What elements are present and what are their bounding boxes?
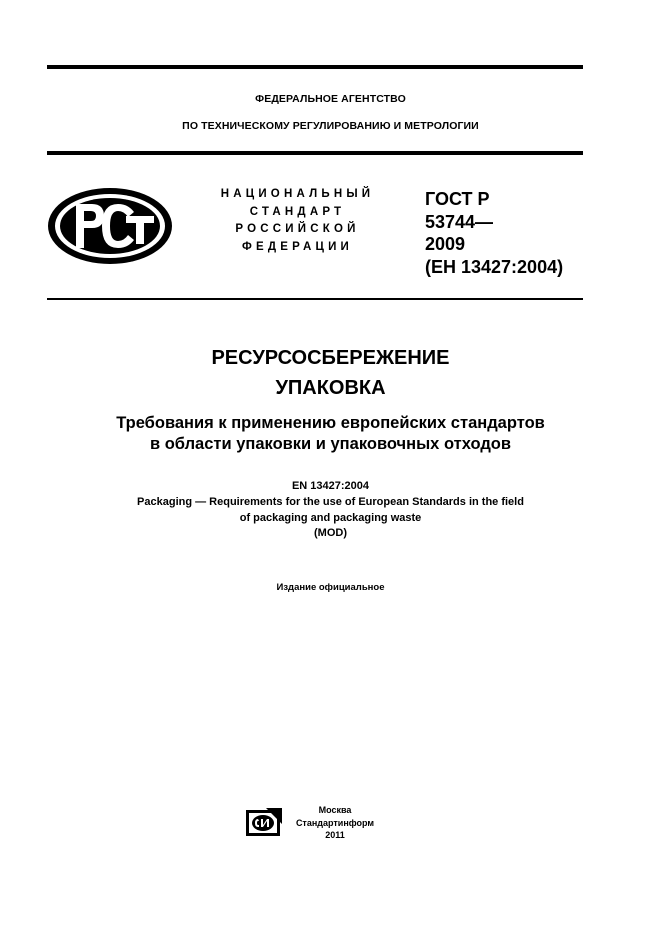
- subtitle-line1: Требования к применению европейских стандартов: [116, 414, 545, 432]
- agency-name-line2: ПО ТЕХНИЧЕСКОМУ РЕГУЛИРОВАНИЮ И МЕТРОЛОГИИ: [182, 120, 479, 132]
- designation-line4: (ЕН 13427:2004): [425, 256, 564, 277]
- publisher-block: [290, 804, 380, 842]
- standard-designation: [425, 188, 563, 278]
- national-standard-line4: ФЕДЕРАЦИИ: [241, 240, 354, 253]
- en-modification-note: (MOD): [314, 527, 347, 539]
- publisher-name: Стандартинформ: [295, 817, 375, 828]
- designation-line3: 2009: [425, 234, 466, 254]
- top-divider: [47, 65, 583, 69]
- designation-line1: ГОСТ Р: [425, 189, 490, 209]
- agency-name-line1: ФЕДЕРАЛЬНОЕ АГЕНТСТВО: [255, 93, 406, 105]
- en-title-line2: of packaging and packaging waste: [239, 512, 422, 524]
- publisher-city: Москва: [318, 805, 352, 815]
- national-standard-line3: РОССИЙСКОЙ: [235, 223, 360, 235]
- designation-line2: 53744—: [425, 211, 494, 232]
- designation-divider: [47, 298, 583, 300]
- subtitle-line2: в области упаковки и упаковочных отходов: [149, 435, 512, 453]
- en-title-line1: Packaging — Requirements for the use of European Standards in the field: [137, 496, 524, 508]
- header-divider: [47, 151, 583, 155]
- national-standard-label: [195, 186, 400, 256]
- publication-year: 2011: [325, 830, 345, 840]
- standartinform-logo-icon: [246, 808, 282, 836]
- national-standard-line2: СТАНДАРТ: [249, 205, 346, 218]
- title-line1: РЕСУРСОСБЕРЕЖЕНИЕ: [211, 347, 450, 369]
- edition-label: Издание официальное: [276, 582, 385, 593]
- title-line2: УПАКОВКА: [275, 377, 386, 399]
- en-standard-code: EN 13427:2004: [291, 480, 370, 492]
- gost-r-certification-mark-icon: [46, 186, 174, 266]
- national-standard-line1: НАЦИОНАЛЬНЫЙ: [220, 188, 375, 200]
